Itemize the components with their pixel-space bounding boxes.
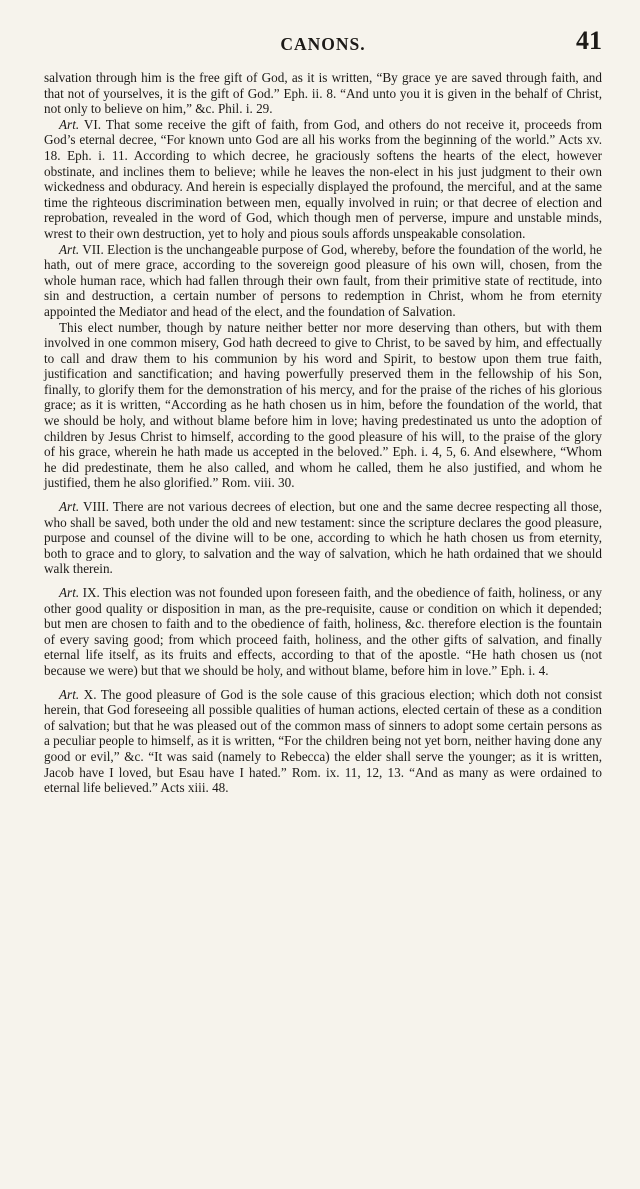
article-label: Art. (59, 686, 80, 702)
article-ix (44, 585, 602, 679)
article-text: IX. This election was not founded upon foreseen faith, and the obedience of faith, holiness, or any other good quality or disposition in man, as the pre-requisite, cause or condition on which it depended; but men are chosen to faith and to the obedience of faith, holiness, &c. therefore election is the fountain of every saving good; from which proceed faith, holiness, and the other gifts of salvation, and finally eternal life itself, as its fruits and effects, according to that of the apostle. “He hath chosen us (not because we were) but that we should be holy, and without blame, before him in love.” Eph. i. 4. (44, 585, 602, 678)
elect-number-paragraph (44, 320, 602, 492)
article-text: VII. Election is the unchangeable purpose of God, whereby, before the foundation of the world, he hath, out of mere grace, according to the sovereign good pleasure of his own will, chosen, from the whole human race, which had fallen through their own fault, from their primitive state of rectitude, into sin and destruction, a certain number of persons to redemption in Christ, whom he from eternity appointed the Mediator and head of the elect, and the foundation of Salvation. (44, 241, 602, 319)
page-header (44, 26, 602, 64)
article-label: Art. (59, 241, 80, 257)
article-label: Art. (59, 585, 80, 600)
article-text: VI. That some receive the gift of faith, from God, and others do not receive it, proceeds from God’s eternal decree, “For known unto God are all his works from the beginning of the world.” Acts xv. 18. Eph. i. 11. According to which decree, he graciously softens the hearts of the elect, however obstinate, and inclines them to believe; while he leaves the non-elect in his just judgment to their own wickedness and obduracy. And herein is especially displayed the profound, the merciful, and at the same time the righteous discrimination between men, equally involved in ruin; or that decree of election and reprobation, revealed in the word of God, which though men of perverse, impure and unstable minds, wrest to their own destruction, yet to holy and pious souls affords unspeakable consolation. (44, 116, 602, 241)
article-vi (44, 117, 602, 242)
paragraph-continuation (44, 70, 602, 117)
article-text: VIII. There are not various decrees of election, but one and the same decree respecting all those, who shall be saved, both under the old and new testament: since the scripture declares the good pleasure, purpose and counsel of the divine will to be one, according to which he hath chosen us from eternity, both to grace and to glory, to salvation and the way of salvation, which he hath ordained that we should walk therein. (44, 499, 603, 577)
body-text (44, 70, 602, 796)
article-label: Art. (59, 499, 80, 515)
paragraph-text: This elect number, though by nature neither better nor more deserving than others, but with them involved in one common misery, God hath decreed to give to Christ, to be saved by him, and effectually to call and draw them to his communion by his word and Spirit, to bestow upon them true faith, justification and sanctification; and having powerfully preserved them in the fellowship of his Son, finally, to glorify them for the demonstration of his mercy, and for the praise of the riches of his glorious grace; as it is written, “According as he hath chosen us in him, before the foundation of the world, that we should be holy, and without blame before him in love; having predestinated us unto the adoption of children by Jesus Christ to himself, according to the good pleasure of his will, to the praise of the glory of his grace, wherein he hath made us accepted in the beloved.” Eph. i. 4, 5, 6. And elsewhere, “Whom he did predestinate, them he also called, and whom he called, them he also justified, and whom he justified, them he also glorified.” Rom. viii. 30. (44, 319, 602, 491)
article-text: X. The good pleasure of God is the sole cause of this gracious election; which doth not consist herein, that God foreseeing all possible qualities of human actions, elected certain of these as a condition of salvation; but that he was pleased out of the common mass of sinners to adopt some certain persons as a peculiar people to himself, as it is written, “For the children being not yet born, neither having done any good or evil,” &c. “It was said (namely to Rebecca) the elder shall serve the younger; as it is written, Jacob have I loved, but Esau have I hated.” Rom. ix. 11, 12, 13. “And as many as were ordained to eternal life believed.” Acts xiii. 48. (44, 686, 603, 796)
article-viii (44, 499, 602, 577)
article-label: Art. (59, 116, 80, 132)
running-title: CANONS. (280, 34, 366, 54)
article-x (44, 687, 602, 796)
page-number: 41 (576, 26, 602, 55)
article-vii (44, 242, 602, 320)
paragraph-text: salvation through him is the free gift of God, as it is written, “By grace ye are saved through faith, and that not of yourselves, it is the gift of God.” Eph. ii. 8. “And unto you it is given in the behalf of Christ, not only to believe on him,” &c. Phil. i. 29. (44, 70, 602, 117)
